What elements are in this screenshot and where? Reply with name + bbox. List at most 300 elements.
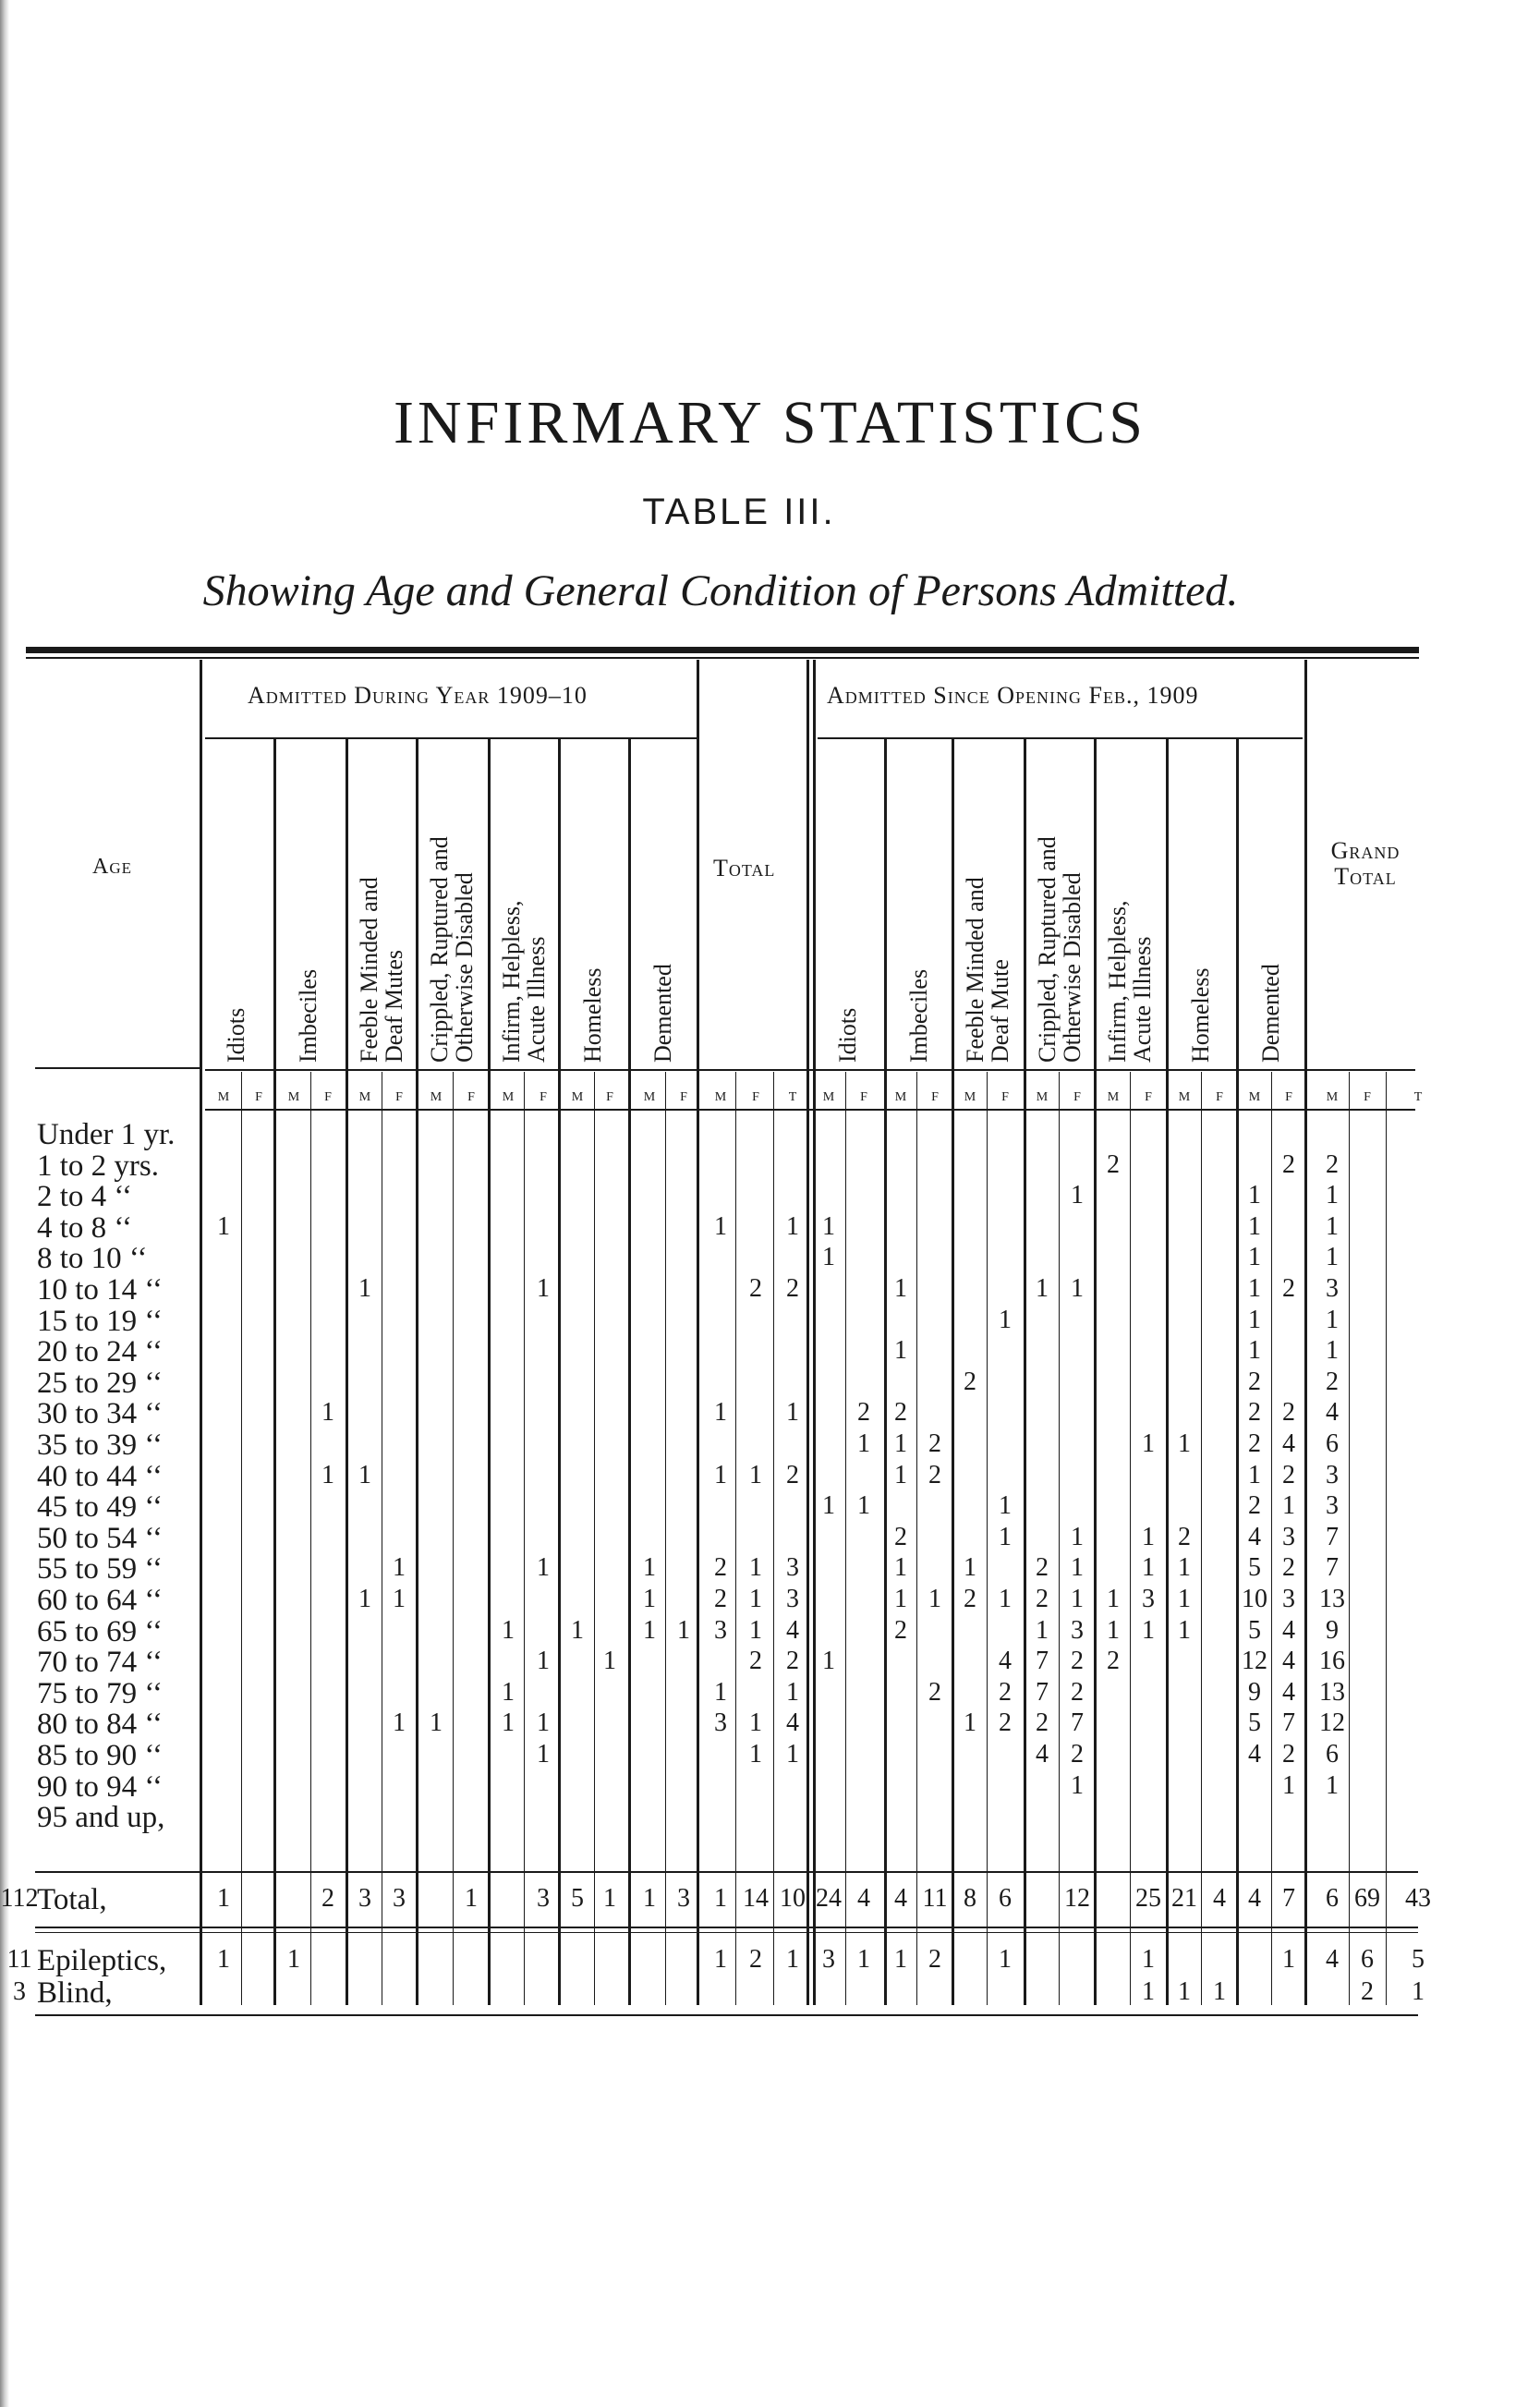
category-label-line2: Otherwise Disabled [451,872,478,1063]
mf-label: F [1001,1090,1009,1104]
data-cell: 1 [822,1647,835,1676]
data-cell: 1 [1248,1243,1261,1272]
data-cell: 1 [786,1398,799,1428]
category-label-line1: Infirm, Helpless, [498,900,525,1063]
group1-category-1 [224,1008,249,1063]
data-cell: 1 [749,1740,762,1769]
data-cell: 1 [287,1945,300,1974]
group1-underline [205,737,697,739]
data-cell: 6 [1326,1429,1339,1458]
data-cell: 1 [643,1585,656,1613]
data-cell: 1 [1142,1977,1155,2006]
data-cell: 2 [928,1429,941,1458]
top-rule-thin [26,657,1419,659]
category-divider [558,739,561,2005]
category-label-line1: Crippled, Ruptured and [1034,836,1061,1063]
table-subtitle: Showing Age and General Condition of Persons Admitted. [202,566,1239,615]
group1-category-6 [580,967,605,1063]
total-left-border [806,660,809,2005]
mf-label: M [894,1090,907,1104]
data-cell: 1 [928,1585,941,1613]
row-age-label: 50 to 54 ‘‘ [37,1521,163,1555]
data-cell: 1 [714,1398,727,1428]
row-age-label: 10 to 14 ‘‘ [37,1273,163,1307]
data-cell: 1 [749,1460,762,1489]
data-cell: 1 [786,1740,799,1769]
data-cell: 4 [786,1708,799,1738]
data-cell: 7 [1282,1708,1295,1738]
data-cell: 1 [1142,1553,1155,1583]
data-cell: 13 [1319,1677,1345,1707]
data-cell: 2 [1282,1460,1295,1489]
data-cell: 1 [502,1615,515,1645]
data-cell: 16 [1319,1647,1345,1676]
data-cell: 2 [786,1274,799,1303]
category-label-line1: Infirm, Helpless, [1104,900,1131,1063]
data-cell: 2 [1282,1553,1295,1583]
mf-label: M [1036,1090,1049,1104]
row-age-label: Under 1 yr. [37,1118,176,1151]
row-age-label: 30 to 34 ‘‘ [37,1397,163,1431]
category-label-line1: Idiots [834,1007,861,1063]
data-cell: 2 [1107,1149,1120,1179]
row-age-label: Epileptics, [37,1944,167,1977]
data-cell: 1 [358,1274,371,1303]
mf-label: M [1248,1090,1261,1104]
category-divider [1094,739,1097,2005]
data-cell: 4 [894,1884,907,1913]
group2-category-1 [835,1008,860,1063]
category-label-line1: Feeble Minded and [962,877,988,1063]
data-cell: 2 [749,1647,762,1676]
data-cell: 1 [749,1615,762,1645]
data-cell: 4 [1282,1677,1295,1707]
data-cell: 3 [537,1884,550,1913]
data-cell: 1 [786,1945,799,1974]
data-cell: 1 [714,1677,727,1707]
data-cell: 2 [1107,1647,1120,1676]
row-age-label: 85 to 90 ‘‘ [37,1739,163,1772]
group2-underline [818,737,1303,739]
data-cell: 2 [1248,1491,1261,1521]
data-cell: 1 [358,1585,371,1613]
data-cell: 6 [1326,1884,1339,1913]
mf-divider [1386,1072,1387,2005]
data-cell: 1 [786,1211,799,1241]
data-cell: 1 [393,1553,406,1583]
data-cell: 1 [217,1884,230,1913]
data-cell: 12 [1319,1708,1345,1738]
data-cell: 1 [1326,1305,1339,1334]
data-cell: 1 [964,1708,976,1738]
data-cell: 10 [1242,1585,1267,1613]
data-cell: 3 [393,1884,406,1913]
data-cell: 1 [894,1553,907,1583]
category-divider [1024,739,1026,2005]
category-divider [416,739,418,2005]
data-cell: 1 [1036,1615,1049,1645]
category-label-line1: Idiots [223,1007,249,1063]
data-cell: 1 [393,1708,406,1738]
data-cell: 1 [894,1274,907,1303]
data-cell: 1 [857,1429,870,1458]
group2-category-5 [1105,901,1155,1063]
data-cell: 1 [749,1553,762,1583]
group2-category-2 [906,969,931,1063]
data-cell: 2 [714,1585,727,1613]
data-cell: 2 [1071,1677,1084,1707]
data-cell: 1 [1326,1211,1339,1241]
row-age-label: 65 to 69 ‘‘ [37,1614,163,1648]
data-cell: 4 [1326,1945,1339,1974]
data-cell: 2 [1326,1367,1339,1396]
data-cell: 1 [321,1398,334,1428]
mf-label: M [502,1090,515,1104]
mf-header-underline [205,1109,1415,1111]
data-cell: 1 [1107,1585,1120,1613]
data-cell: 1 [643,1615,656,1645]
row-age-label: Blind, [37,1976,113,2010]
data-cell: 1 [894,1429,907,1458]
data-cell: 5 [1248,1708,1261,1738]
data-cell: 7 [1071,1708,1084,1738]
category-divider [488,739,491,2005]
data-cell: 2 [714,1553,727,1583]
data-cell: 1 [999,1491,1012,1521]
data-cell: 1 [537,1553,550,1583]
data-cell: 4 [1248,1522,1261,1551]
mf-divider [594,1072,595,2005]
category-label-line1: Imbeciles [295,968,321,1063]
category-label-line2: Acute Illness [523,936,550,1063]
data-cell: 2 [1282,1398,1295,1428]
mf-label: T [788,1090,797,1104]
mf-divider [310,1072,311,2005]
mf-label: M [571,1090,584,1104]
data-cell: 3 [358,1884,371,1913]
row-age-label: 4 to 8 ‘‘ [37,1210,132,1245]
data-cell: 3 [1282,1522,1295,1551]
data-cell: 2 [1178,1522,1191,1551]
data-cell: 11 [6,1945,32,1974]
mf-divider [665,1072,666,2005]
data-cell: 1 [1178,1585,1191,1613]
data-cell: 3 [1282,1585,1295,1613]
data-cell: 4 [1213,1884,1226,1913]
category-label-line1: Demented [1257,964,1284,1063]
mf-label: M [643,1090,656,1104]
data-cell: 2 [1248,1429,1261,1458]
data-cell: 24 [816,1884,842,1913]
category-divider [1166,739,1169,2005]
row-age-label: Total, [37,1883,107,1916]
data-cell: 1 [1282,1770,1295,1800]
data-cell: 2 [928,1677,941,1707]
mf-divider [524,1072,525,2005]
total-header: Total [713,855,776,881]
data-cell: 7 [1036,1647,1049,1676]
data-cell: 2 [786,1647,799,1676]
group1-category-2 [296,969,321,1063]
data-cell: 43 [1405,1884,1431,1913]
data-cell: 2 [749,1274,762,1303]
data-cell: 1 [217,1945,230,1974]
group1-right-border [697,660,699,2005]
data-cell: 3 [714,1708,727,1738]
data-cell: 3 [1326,1460,1339,1489]
mf-label: F [395,1090,403,1104]
mf-label: M [964,1090,976,1104]
group2-header: Admitted Since Opening Feb., 1909 [827,682,1199,709]
mf-label: F [324,1090,332,1104]
category-divider [346,739,348,2005]
data-cell: 8 [964,1884,976,1913]
data-cell: 1 [677,1615,690,1645]
data-cell: 1 [537,1740,550,1769]
data-cell: 1 [1326,1181,1339,1210]
data-cell: 1 [1178,1553,1191,1583]
mf-label: F [1216,1090,1223,1104]
data-cell: 2 [894,1615,907,1645]
group2-category-3 [963,877,1013,1063]
data-cell: 3 [1326,1274,1339,1303]
data-cell: 2 [928,1460,941,1489]
data-cell: 2 [1036,1708,1049,1738]
data-cell: 1 [537,1647,550,1676]
data-cell: 2 [1248,1398,1261,1428]
data-cell: 2 [894,1398,907,1428]
row-age-label: 60 to 64 ‘‘ [37,1584,163,1617]
row-age-label: 15 to 19 ‘‘ [37,1304,163,1338]
data-cell: 1 [1142,1429,1155,1458]
data-cell: 2 [1282,1740,1295,1769]
data-cell: 2 [964,1367,976,1396]
data-cell: 1 [894,1585,907,1613]
group1-category-5 [499,901,549,1063]
data-cell: 1 [999,1522,1012,1551]
data-cell: 1 [894,1460,907,1489]
top-rule-heavy [26,647,1419,653]
data-cell: 2 [321,1884,334,1913]
data-cell: 4 [1248,1740,1261,1769]
total-left-border-double [813,660,816,2005]
total-rule-bottom-thin [35,1932,1418,1933]
data-cell: 1 [999,1585,1012,1613]
group2-category-7 [1258,964,1283,1063]
data-cell: 1 [1071,1770,1084,1800]
data-cell: 1 [537,1274,550,1303]
data-cell: 2 [1071,1647,1084,1676]
data-cell: 1 [714,1211,727,1241]
data-cell: 2 [1361,1977,1374,2006]
bottom-rule [35,2014,1418,2016]
data-cell: 7 [1326,1522,1339,1551]
data-cell: 1 [999,1945,1012,1974]
mf-label: M [287,1090,300,1104]
category-label-line2: Acute Illness [1129,936,1156,1063]
data-cell: 2 [964,1585,976,1613]
data-cell: 2 [999,1677,1012,1707]
data-cell: 1 [465,1884,478,1913]
data-cell: 4 [1326,1398,1339,1428]
group2-right-border [1304,660,1307,2005]
data-cell: 7 [1282,1884,1295,1913]
scan-edge [0,0,9,2407]
data-cell: 10 [780,1884,806,1913]
data-cell: 1 [1248,1305,1261,1334]
data-cell: 5 [1248,1553,1261,1583]
data-cell: 1 [1248,1211,1261,1241]
data-cell: 1 [1142,1945,1155,1974]
data-cell: 1 [1142,1522,1155,1551]
category-label-line2: Deaf Mute [987,959,1013,1063]
data-cell: 5 [571,1884,584,1913]
data-cell: 1 [643,1553,656,1583]
data-cell: 25 [1135,1884,1161,1913]
data-cell: 3 [1071,1615,1084,1645]
data-cell: 1 [1071,1181,1084,1210]
data-cell: 1 [1213,1977,1226,2006]
data-cell: 1 [1071,1553,1084,1583]
mf-label: F [1364,1090,1371,1104]
category-divider [273,739,276,2005]
data-cell: 112 [0,1884,39,1913]
row-age-label: 1 to 2 yrs. [37,1149,159,1183]
data-cell: 7 [1326,1553,1339,1583]
mf-divider [453,1072,454,2005]
mf-label: F [467,1090,475,1104]
data-cell: 12 [1064,1884,1090,1913]
data-cell: 9 [1248,1677,1261,1707]
data-cell: 6 [999,1884,1012,1913]
data-cell: 1 [1071,1522,1084,1551]
data-cell: 1 [749,1708,762,1738]
data-cell: 1 [643,1884,656,1913]
data-cell: 1 [999,1305,1012,1334]
group1-header: Admitted During Year 1909–10 [248,682,588,709]
data-cell: 1 [714,1945,727,1974]
data-cell: 1 [1178,1615,1191,1645]
data-cell: 9 [1326,1615,1339,1645]
total-rule-bottom [35,1927,1418,1928]
data-cell: 1 [1326,1770,1339,1800]
data-cell: 3 [786,1585,799,1613]
data-cell: 1 [822,1211,835,1241]
category-divider [628,739,631,2005]
row-age-label: 45 to 49 ‘‘ [37,1490,163,1525]
data-cell: 1 [1282,1945,1295,1974]
mf-label: F [860,1090,867,1104]
grand-total-header: Grand [1330,837,1401,864]
row-age-label: 35 to 39 ‘‘ [37,1428,163,1462]
data-cell: 2 [1326,1149,1339,1179]
group1-category-4 [427,836,477,1063]
data-cell: 1 [1107,1615,1120,1645]
row-age-label: 25 to 29 ‘‘ [37,1366,163,1400]
mf-label: M [714,1090,727,1104]
mf-label: T [1413,1090,1423,1104]
data-cell: 2 [1282,1274,1295,1303]
data-cell: 4 [1282,1615,1295,1645]
data-cell: 7 [1036,1677,1049,1707]
data-cell: 1 [1326,1336,1339,1366]
data-cell: 1 [1248,1460,1261,1489]
age-column-border [200,660,202,2005]
category-divider [884,739,887,2005]
data-cell: 5 [1412,1945,1425,1974]
data-cell: 1 [822,1243,835,1272]
data-cell: 4 [1282,1429,1295,1458]
mf-label: M [358,1090,371,1104]
group2-category-4 [1035,836,1085,1063]
row-age-label: 75 to 79 ‘‘ [37,1676,163,1710]
data-cell: 1 [1071,1274,1084,1303]
data-cell: 1 [714,1884,727,1913]
data-cell: 2 [1248,1367,1261,1396]
mf-label: F [931,1090,939,1104]
category-label-line1: Homeless [1187,967,1214,1063]
data-cell: 4 [999,1647,1012,1676]
group1-category-7 [650,964,675,1063]
data-cell: 1 [749,1585,762,1613]
category-label-line1: Crippled, Ruptured and [426,836,453,1063]
mf-label: F [1073,1090,1081,1104]
data-cell: 1 [857,1945,870,1974]
data-cell: 2 [1282,1149,1295,1179]
data-cell: 1 [714,1460,727,1489]
data-cell: 1 [894,1945,907,1974]
mf-label: F [752,1090,759,1104]
data-cell: 1 [603,1647,616,1676]
data-cell: 1 [1248,1181,1261,1210]
row-age-label: 55 to 59 ‘‘ [37,1552,163,1586]
data-cell: 3 [1142,1585,1155,1613]
mf-label: F [606,1090,613,1104]
row-age-label: 40 to 44 ‘‘ [37,1459,163,1493]
mf-label: F [1145,1090,1152,1104]
data-cell: 1 [537,1708,550,1738]
data-cell: 4 [1036,1740,1049,1769]
row-age-label: 80 to 84 ‘‘ [37,1708,163,1742]
data-cell: 2 [999,1708,1012,1738]
data-cell: 1 [393,1585,406,1613]
mf-label: M [1178,1090,1191,1104]
group2-category-6 [1188,967,1213,1063]
data-cell: 1 [358,1460,371,1489]
data-cell: 1 [502,1708,515,1738]
data-cell: 1 [1282,1491,1295,1521]
total-rule-top [35,1871,1418,1873]
group1-category-3 [357,877,406,1063]
data-cell: 1 [1071,1585,1084,1613]
data-cell: 1 [1178,1429,1191,1458]
row-age-label: 95 and up, [37,1801,165,1835]
data-cell: 1 [857,1491,870,1521]
mf-label: F [680,1090,687,1104]
data-cell: 1 [822,1491,835,1521]
data-cell: 2 [894,1522,907,1551]
grand-total-header-line2: Total [1334,863,1397,890]
data-cell: 1 [894,1336,907,1366]
data-cell: 13 [1319,1585,1345,1613]
data-cell: 6 [1361,1945,1374,1974]
data-cell: 2 [928,1945,941,1974]
age-header-underline [35,1067,200,1069]
data-cell: 12 [1242,1647,1267,1676]
data-cell: 14 [743,1884,769,1913]
data-cell: 3 [1326,1491,1339,1521]
data-cell: 3 [714,1615,727,1645]
